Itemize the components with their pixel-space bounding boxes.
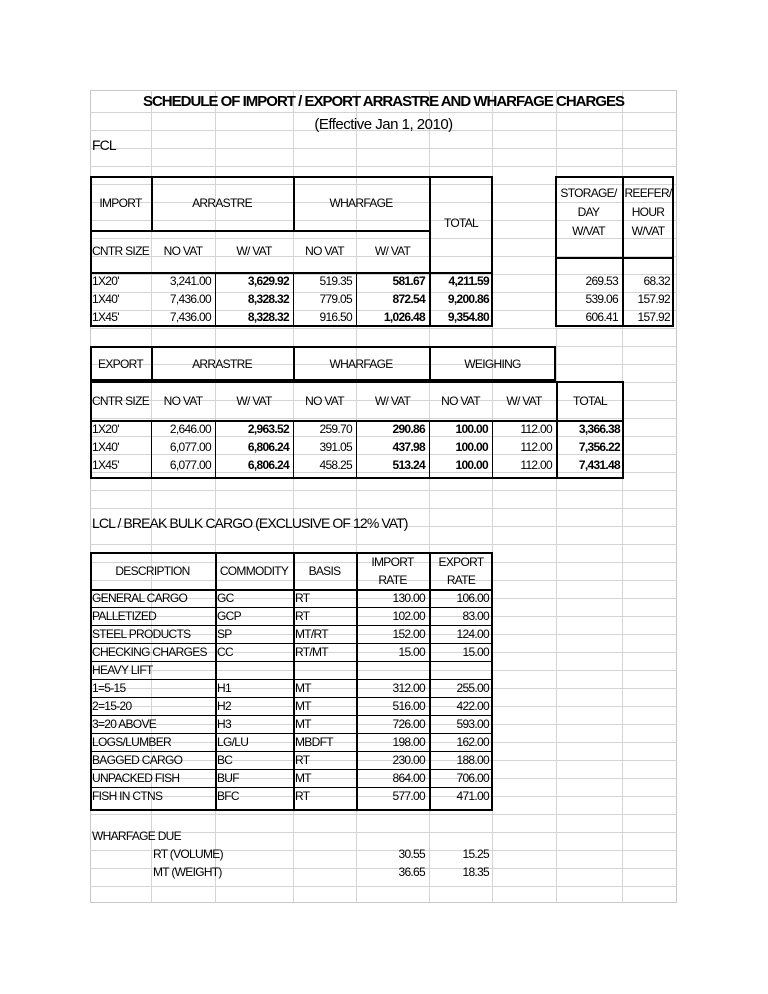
grid-hline xyxy=(90,814,677,815)
export-cell-wg-wvat: 112.00 xyxy=(520,458,552,472)
lcl-label: LCL / BREAK BULK CARGO (EXCLUSIVE OF 12% VAT) xyxy=(92,515,408,531)
lcl-cell-description: 1=5-15 xyxy=(92,681,126,695)
wharfage-due-import: 36.65 xyxy=(398,865,425,879)
lcl-cell-import xyxy=(356,662,425,679)
reefer-cell: 157.92 xyxy=(637,310,670,324)
export-cell-wh-wvat: 437.98 xyxy=(392,440,425,454)
export-cell-wg-wvat: 112.00 xyxy=(520,440,552,454)
lcl-cell-commodity: BC xyxy=(217,753,233,767)
lcl-cell-export: 422.00 xyxy=(456,699,489,713)
grid-hline xyxy=(90,490,677,491)
import-cell-size: 1X40' xyxy=(92,292,119,306)
import-cell-size: 1X20' xyxy=(92,274,119,288)
lcl-cell-commodity xyxy=(217,662,292,679)
import-col-header: W/ VAT xyxy=(374,244,411,258)
lcl-cell-commodity: BUF xyxy=(217,771,239,785)
lcl-cell-import: 15.00 xyxy=(398,645,425,659)
export-col-header: W/ VAT xyxy=(506,394,542,408)
export-cell-wh-wvat: 290.86 xyxy=(392,422,425,436)
export-cell-wh-novat: 259.70 xyxy=(319,422,352,436)
lcl-cell-basis: MT xyxy=(295,699,311,713)
import-cell-total: 9,200.86 xyxy=(447,292,489,306)
reefer-header: HOUR xyxy=(631,205,665,219)
storage-header-divider xyxy=(555,257,674,259)
import-cell-wh-wvat: 872.54 xyxy=(392,292,425,306)
import-col-header: IMPORT xyxy=(99,196,142,210)
import-cell-arr-wvat: 3,629.92 xyxy=(247,274,289,288)
export-cell-total: 7,431.48 xyxy=(578,458,620,472)
grid-hline xyxy=(90,886,677,887)
storage-header: W/VAT xyxy=(572,224,605,238)
lcl-col-header: IMPORT xyxy=(371,555,414,569)
export-cell-wg-wvat: 112.00 xyxy=(520,422,552,436)
spreadsheet xyxy=(90,90,677,903)
lcl-cell-description: BAGGED CARGO xyxy=(92,753,183,767)
lcl-cell-import: 230.00 xyxy=(392,753,425,767)
import-cell-arr-wvat: 8,328.32 xyxy=(247,292,289,306)
import-cell-arr-novat: 3,241.00 xyxy=(169,274,211,288)
storage-cell: 606.41 xyxy=(585,310,618,324)
lcl-cell-description: FISH IN CTNS xyxy=(92,789,163,803)
export-cell-wg-novat: 100.00 xyxy=(455,422,488,436)
lcl-cell-basis: MT xyxy=(295,681,311,695)
lcl-cell-description: CHECKING CHARGES xyxy=(92,645,207,659)
lcl-cell-basis: MT xyxy=(295,717,311,731)
lcl-col-header: DESCRIPTION xyxy=(115,564,190,578)
export-cell-arr-novat: 6,077.00 xyxy=(169,458,211,472)
lcl-cell-export: 15.00 xyxy=(462,645,489,659)
export-col-header: NO VAT xyxy=(305,394,344,408)
wharfage-due-item: RT (VOLUME) xyxy=(153,847,223,861)
export-col-header: WEIGHING xyxy=(464,357,521,371)
reefer-header: REEFER/ xyxy=(624,186,672,200)
lcl-cell-commodity: GCP xyxy=(217,609,241,623)
export-col-header: NO VAT xyxy=(163,394,203,408)
reefer-cell: 157.92 xyxy=(637,292,670,306)
export-cell-size: 1X20' xyxy=(92,422,119,436)
lcl-cell-commodity: H1 xyxy=(217,681,231,695)
export-col-header: CNTR SIZE xyxy=(91,394,150,408)
export-col-header: W/ VAT xyxy=(374,394,411,408)
fcl-label: FCL xyxy=(92,137,116,153)
lcl-cell-basis xyxy=(295,662,355,679)
grid-hline xyxy=(90,544,677,545)
wharfage-due-export: 18.35 xyxy=(462,865,489,879)
lcl-col-header: RATE xyxy=(378,573,407,587)
import-cell-arr-novat: 7,436.00 xyxy=(169,292,211,306)
lcl-cell-commodity: GC xyxy=(217,591,234,605)
wharfage-due-label: WHARFAGE DUE xyxy=(92,829,181,843)
lcl-cell-basis: RT/MT xyxy=(295,645,328,659)
export-col-header: EXPORT xyxy=(98,357,143,371)
lcl-cell-import: 130.00 xyxy=(392,591,425,605)
lcl-cell-commodity: H3 xyxy=(217,717,231,731)
lcl-cell-description: 3=20 ABOVE xyxy=(92,717,157,731)
lcl-cell-export: 124.00 xyxy=(456,627,489,641)
lcl-cell-export: 162.00 xyxy=(456,735,489,749)
storage-cell: 269.53 xyxy=(585,274,618,288)
lcl-cell-description: HEAVY LIFT xyxy=(92,663,153,677)
import-col-header: WHARFAGE xyxy=(329,196,393,210)
grid-hline xyxy=(90,112,677,113)
storage-header: STORAGE/ xyxy=(560,186,617,200)
storage-header: DAY xyxy=(577,205,600,219)
import-cell-wh-novat: 519.35 xyxy=(319,274,352,288)
lcl-col-header: COMMODITY xyxy=(219,564,289,578)
page-subtitle: (Effective Jan 1, 2010) xyxy=(314,116,453,133)
lcl-cell-export: 471.00 xyxy=(456,789,489,803)
lcl-cell-export: 706.00 xyxy=(456,771,489,785)
import-col-header: TOTAL xyxy=(443,216,479,230)
lcl-cell-import: 312.00 xyxy=(392,681,425,695)
export-cell-wh-novat: 391.05 xyxy=(319,440,352,454)
lcl-cell-import: 102.00 xyxy=(392,609,425,623)
page-title: SCHEDULE OF IMPORT / EXPORT ARRASTRE AND WHARFAGE CHARGES xyxy=(142,93,625,110)
export-col-header: WHARFAGE xyxy=(329,357,393,371)
lcl-cell-import: 152.00 xyxy=(392,627,425,641)
lcl-cell-commodity: BFC xyxy=(217,789,239,803)
import-col-header: ARRASTRE xyxy=(192,196,252,210)
lcl-cell-import: 516.00 xyxy=(392,699,425,713)
import-col-header: W/ VAT xyxy=(236,244,272,258)
export-cell-arr-novat: 6,077.00 xyxy=(169,440,211,454)
lcl-cell-export: 83.00 xyxy=(462,609,489,623)
lcl-cell-import: 198.00 xyxy=(392,735,425,749)
lcl-col-header: BASIS xyxy=(308,564,341,578)
export-col-header: NO VAT xyxy=(441,394,480,408)
export-cell-total: 3,366.38 xyxy=(578,422,620,436)
wharfage-due-item: MT (WEIGHT) xyxy=(153,865,222,879)
export-cell-size: 1X45' xyxy=(92,458,119,472)
export-cell-arr-wvat: 6,806.24 xyxy=(247,440,289,454)
storage-cell: 539.06 xyxy=(585,292,618,306)
export-cell-wg-novat: 100.00 xyxy=(455,458,488,472)
lcl-col-header: RATE xyxy=(446,573,476,587)
import-cell-wh-wvat: 1,026.48 xyxy=(383,310,425,324)
reefer-cell: 68.32 xyxy=(643,274,670,288)
lcl-cell-commodity: SP xyxy=(217,627,232,641)
lcl-col-header: EXPORT xyxy=(438,555,484,569)
wharfage-due-export: 15.25 xyxy=(462,847,489,861)
lcl-cell-description: STEEL PRODUCTS xyxy=(92,627,191,641)
grid-hline xyxy=(90,166,677,167)
export-cell-arr-wvat: 2,963.52 xyxy=(247,422,289,436)
lcl-cell-import: 577.00 xyxy=(392,789,425,803)
export-cell-wg-novat: 100.00 xyxy=(455,440,488,454)
import-cell-total: 9,354.80 xyxy=(447,310,489,324)
export-cell-size: 1X40' xyxy=(92,440,119,454)
lcl-cell-export: 188.00 xyxy=(456,753,489,767)
import-header-divider xyxy=(90,230,429,232)
lcl-cell-commodity: H2 xyxy=(217,699,231,713)
lcl-cell-export: 106.00 xyxy=(456,591,489,605)
import-cell-arr-wvat: 8,328.32 xyxy=(247,310,289,324)
grid-hline xyxy=(90,328,677,329)
import-cell-wh-novat: 779.05 xyxy=(319,292,352,306)
lcl-cell-basis: MT xyxy=(295,771,311,785)
export-col-header: W/ VAT xyxy=(236,394,272,408)
export-col-header: ARRASTRE xyxy=(192,357,252,371)
lcl-cell-description: LOGS/LUMBER xyxy=(92,735,171,749)
export-col-header: TOTAL xyxy=(572,394,608,408)
lcl-cell-description: GENERAL CARGO xyxy=(92,591,188,605)
import-col-header: CNTR SIZE xyxy=(91,244,150,258)
lcl-cell-commodity: CC xyxy=(217,645,233,659)
import-cell-arr-novat: 7,436.00 xyxy=(169,310,211,324)
lcl-cell-basis: RT xyxy=(295,591,310,605)
export-cell-wh-novat: 458.25 xyxy=(319,458,352,472)
grid-hline xyxy=(90,148,677,149)
import-cell-size: 1X45' xyxy=(92,310,119,324)
import-col-header: NO VAT xyxy=(305,244,344,258)
lcl-cell-basis: RT xyxy=(295,789,310,803)
lcl-cell-basis: MT/RT xyxy=(295,627,328,641)
wharfage-due-import: 30.55 xyxy=(398,847,425,861)
lcl-cell-basis: MBDFT xyxy=(295,735,333,749)
lcl-cell-basis: RT xyxy=(295,753,310,767)
import-cell-wh-wvat: 581.67 xyxy=(392,274,425,288)
import-cell-total: 4,211.59 xyxy=(448,274,489,288)
lcl-cell-export: 255.00 xyxy=(456,681,489,695)
lcl-cell-description: 2=15-20 xyxy=(92,699,132,713)
export-cell-arr-novat: 2,646.00 xyxy=(169,422,211,436)
lcl-cell-export xyxy=(429,662,489,679)
lcl-cell-basis: RT xyxy=(295,609,310,623)
import-col-header: NO VAT xyxy=(163,244,203,258)
lcl-cell-description: PALLETIZED xyxy=(92,609,157,623)
import-cell-wh-novat: 916.50 xyxy=(319,310,352,324)
lcl-cell-commodity: LG/LU xyxy=(217,735,249,749)
export-cell-total: 7,356.22 xyxy=(578,440,620,454)
reefer-header: W/VAT xyxy=(631,224,665,238)
export-cell-arr-wvat: 6,806.24 xyxy=(247,458,289,472)
lcl-cell-export: 593.00 xyxy=(456,717,489,731)
lcl-cell-import: 726.00 xyxy=(392,717,425,731)
lcl-cell-import: 864.00 xyxy=(392,771,425,785)
grid-hline xyxy=(90,508,677,509)
lcl-cell-description: UNPACKED FISH xyxy=(92,771,180,785)
export-cell-wh-wvat: 513.24 xyxy=(392,458,425,472)
